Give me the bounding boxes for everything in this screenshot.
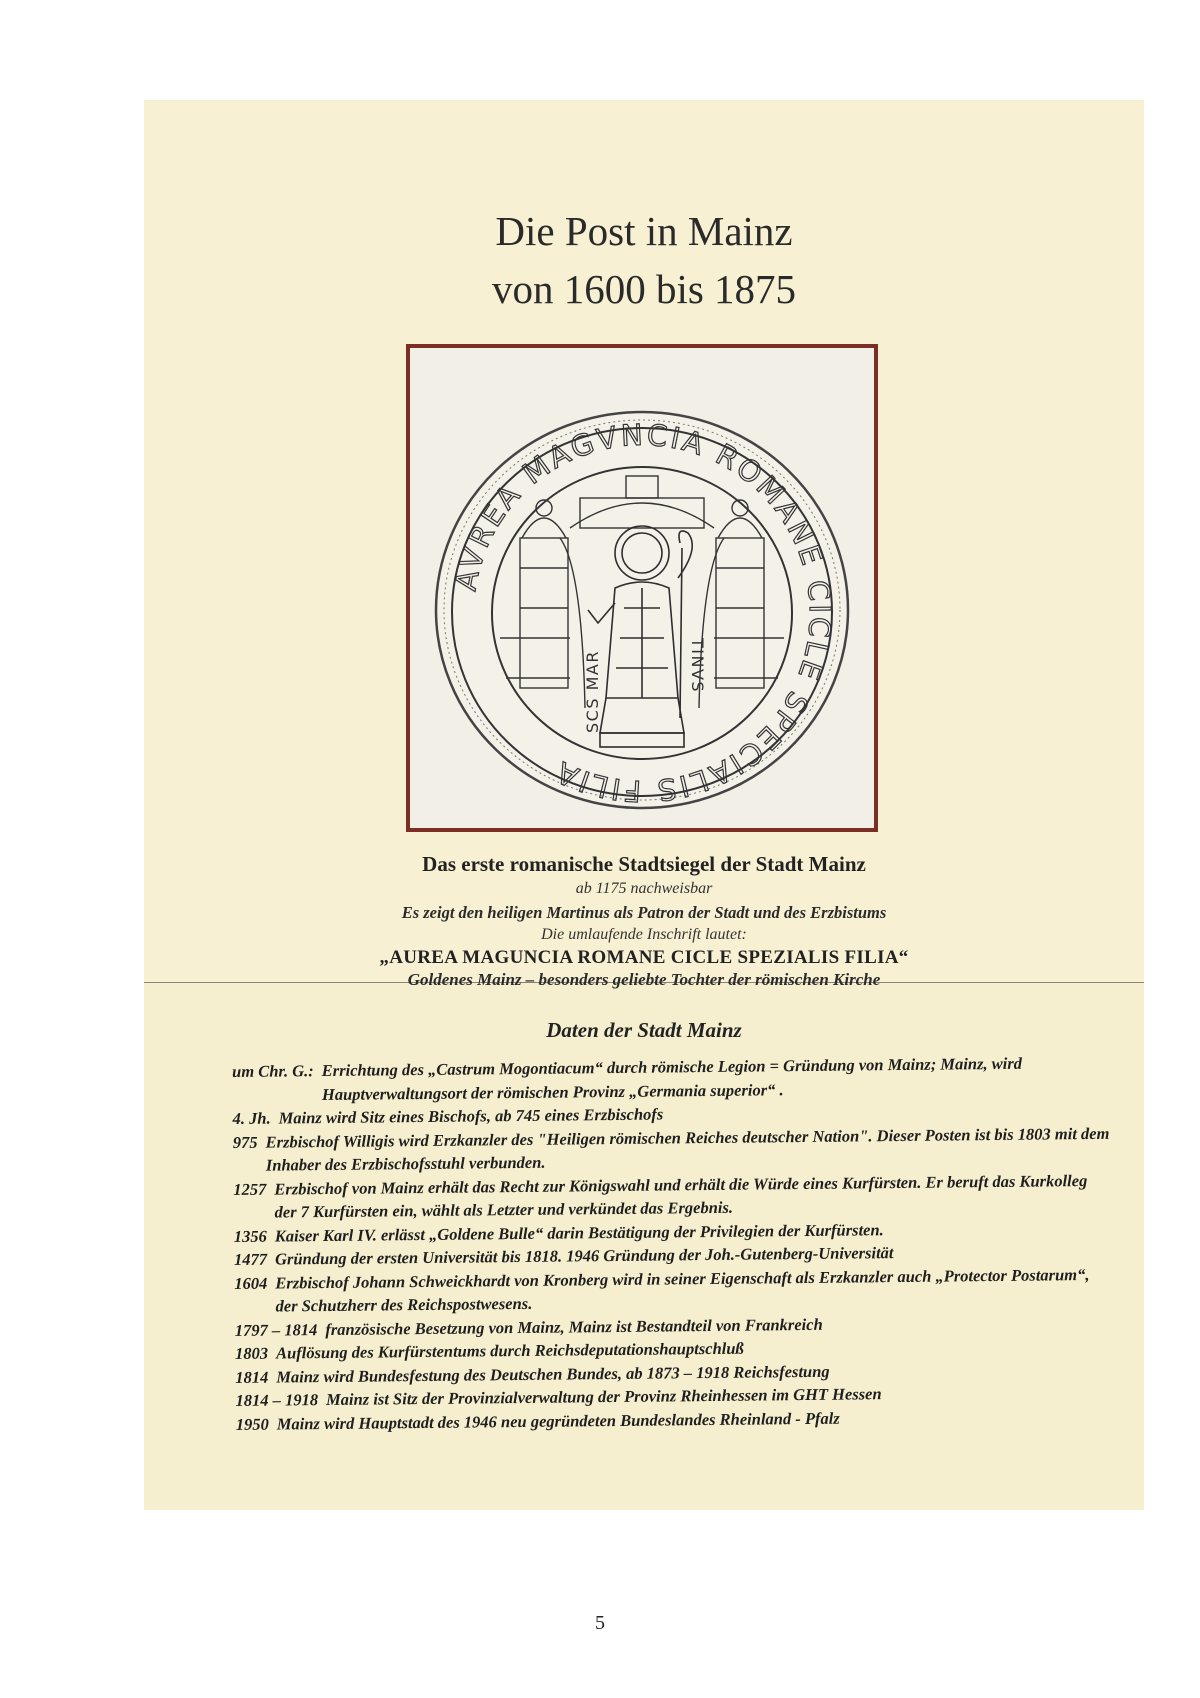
seal-ring-inscription: AVREA MAGVNCIA ROMANE CICLE SPECIALIS FILIA xyxy=(448,417,838,809)
seal-caption-title: Das erste romanische Stadtsiegel der Stadt Mainz xyxy=(422,852,866,876)
seal-image-frame xyxy=(406,344,878,832)
timeline-list xyxy=(232,1051,1116,1436)
seal-left-label: SCS MAR xyxy=(583,650,602,733)
timeline-year: 975 xyxy=(232,1132,258,1152)
timeline-text: Erzbischof Willigis wird Erzkanzler des "Heiligen römischen Reiches deutscher Nation". Dieser Posten ist bis 1803 mit dem Inhaber des Erzbischofsstuhl verbunden. xyxy=(265,1123,1110,1175)
seal-caption-description: Es zeigt den heiligen Martinus als Patron der Stadt und des Erzbistums xyxy=(401,903,887,922)
timeline-year: 1814 – 1918 xyxy=(235,1390,319,1410)
timeline-text: Erzbischof Johann Schweickhardt von Kronberg wird in seiner Eigenschaft als Erzkanzler auch „Protector Postarum“, der Schutzherr des Reichspostwesens. xyxy=(275,1264,1090,1316)
timeline-text: Mainz wird Bundesfestung des Deutschen Bundes, ab 1873 – 1918 Reichsfestung xyxy=(276,1361,830,1387)
timeline-text: Auflösung des Kurfürstentums durch Reichsdeputationshauptschluß xyxy=(275,1338,744,1363)
city-seal-image xyxy=(410,348,874,828)
timeline-year: 1604 xyxy=(234,1273,268,1293)
timeline-year: 1477 xyxy=(233,1249,268,1269)
timeline-text: Mainz ist Sitz der Provinzialverwaltung der Provinz Rheinhessen im GHT Hessen xyxy=(325,1384,882,1410)
timeline-year: 1803 xyxy=(234,1343,269,1363)
timeline-year: 1797 – 1814 xyxy=(234,1319,318,1340)
timeline-year: 1257 xyxy=(233,1179,267,1199)
title-line-1: Die Post in Mainz xyxy=(495,208,793,254)
scanned-page xyxy=(144,100,1144,1510)
timeline-text: französische Besetzung von Mainz, Mainz ist Bestandteil von Frankreich xyxy=(325,1314,823,1339)
timeline-text: Erzbischof von Mainz erhält das Recht zur Königswahl und erhält die Würde eines Kurfürsten. Er beruft das Kurkolleg der 7 Kurfürsten ein, wählt als Letzter und verkündet das Ergebnis. xyxy=(274,1170,1088,1222)
title-line-2: von 1600 bis 1875 xyxy=(491,266,797,312)
seal-inscription-translation: Goldenes Mainz – besonders geliebte Tochter der römischen Kirche xyxy=(407,970,881,989)
timeline-year: 1356 xyxy=(233,1226,267,1246)
seal-inscription-label: Die umlaufende Inschrift lautet: xyxy=(541,926,747,943)
timeline-text: Mainz wird Hauptstadt des 1946 neu gegründeten Bundeslandes Rheinland - Pfalz xyxy=(276,1408,840,1434)
timeline-year: 1814 xyxy=(235,1367,269,1387)
section-title: Daten der Stadt Mainz xyxy=(546,1018,742,1042)
seal-caption-since: ab 1175 nachweisbar xyxy=(575,880,713,897)
timeline-text: Errichtung des „Castrum Mogontiacum“ durch römische Legion = Gründung von Mainz; Mainz, wird Hauptverwaltungsort der römischen Provinz „Germania superior“ . xyxy=(321,1053,1023,1104)
page-number: 5 xyxy=(595,1612,605,1634)
timeline-year: 1950 xyxy=(235,1414,269,1434)
page-title xyxy=(144,202,1144,318)
timeline-text: Gründung der ersten Universität bis 1818. 1946 Gründung der Joh.-Gutenberg-Universität xyxy=(274,1243,894,1269)
seal-right-label: TINVS xyxy=(688,638,707,694)
timeline-text: Mainz wird Sitz eines Bischofs, ab 745 eines Erzbischofs xyxy=(278,1104,664,1128)
timeline-year: um Chr. G.: xyxy=(232,1061,314,1081)
timeline-year: 4. Jh. xyxy=(232,1108,271,1128)
seal-inscription: „AUREA MAGUNCIA ROMANE CICLE SPEZIALIS FILIA“ xyxy=(379,947,909,968)
timeline-text: Kaiser Karl IV. erlässt „Goldene Bulle“ darin Bestätigung der Privilegien der Kurfürsten. xyxy=(274,1219,884,1246)
